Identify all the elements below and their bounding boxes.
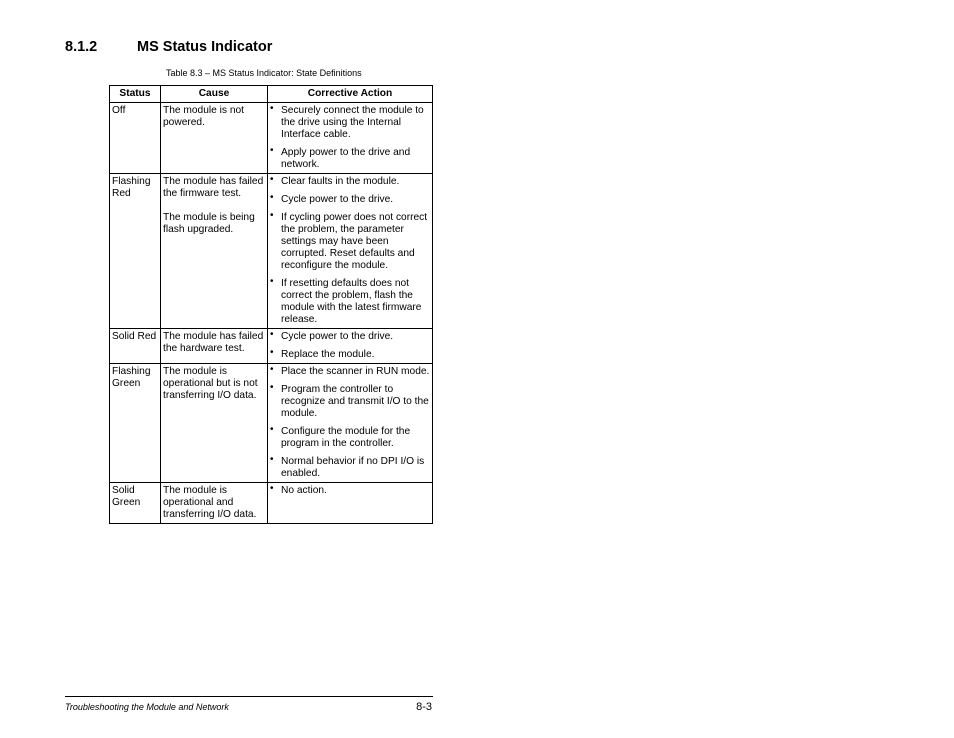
status-cell: Solid Red	[110, 329, 161, 364]
action-text: Cycle power to the drive.	[281, 331, 394, 342]
action-item	[270, 105, 430, 141]
bullet-icon: •	[270, 174, 274, 185]
action-item	[270, 366, 430, 378]
status-cell: Solid Green	[110, 483, 161, 524]
action-text: Place the scanner in RUN mode.	[281, 366, 430, 377]
corrective-action-cell	[268, 329, 433, 364]
bullet-icon: •	[270, 483, 274, 494]
bullet-icon: •	[270, 329, 274, 340]
section-title: MS Status Indicator	[137, 39, 273, 55]
table-caption: Table 8.3 – MS Status Indicator: State Definitions	[166, 68, 362, 78]
action-list	[270, 485, 430, 497]
footer-divider	[65, 696, 433, 697]
cause-cell	[161, 329, 268, 364]
action-item	[270, 384, 430, 420]
header-cause: Cause	[161, 86, 268, 103]
action-item	[270, 349, 430, 361]
state-definitions-table	[109, 85, 433, 524]
action-text: Replace the module.	[281, 349, 375, 360]
action-text: Clear faults in the module.	[281, 176, 400, 187]
action-item	[270, 278, 430, 326]
action-item	[270, 485, 430, 497]
table-row	[110, 174, 433, 329]
action-item	[270, 194, 430, 206]
action-text: Cycle power to the drive.	[281, 194, 394, 205]
action-text: Program the controller to recognize and transmit I/O to the module.	[281, 384, 429, 419]
cause-text: The module is not powered.	[163, 105, 244, 128]
action-item	[270, 426, 430, 450]
action-list	[270, 331, 430, 361]
bullet-icon: •	[270, 276, 274, 287]
corrective-action-cell	[268, 174, 433, 329]
action-list	[270, 176, 430, 326]
section-number: 8.1.2	[65, 39, 98, 55]
bullet-icon: •	[270, 145, 274, 156]
bullet-icon: •	[270, 382, 274, 393]
action-item	[270, 331, 430, 343]
cause-text: The module is operational but is not transferring I/O data.	[163, 366, 258, 401]
action-item	[270, 212, 430, 272]
bullet-icon: •	[270, 210, 274, 221]
action-list	[270, 105, 430, 171]
action-text: No action.	[281, 485, 327, 496]
cause-text: The module has failed the hardware test.	[163, 331, 264, 354]
status-cell: Flashing Green	[110, 364, 161, 483]
bullet-icon: •	[270, 347, 274, 358]
action-text: Securely connect the module to the drive using the Internal Interface cable.	[281, 105, 424, 140]
corrective-action-cell	[268, 103, 433, 174]
bullet-icon: •	[270, 454, 274, 465]
corrective-action-cell	[268, 483, 433, 524]
cause-cell	[161, 174, 268, 329]
cause-text: The module is operational and transferring I/O data.	[163, 485, 257, 520]
action-item	[270, 176, 430, 188]
header-status: Status	[110, 86, 161, 103]
cause-text: The module is being flash upgraded.	[163, 212, 255, 235]
cause-text: The module has failed the firmware test.	[163, 176, 264, 199]
table-row	[110, 364, 433, 483]
table-row	[110, 103, 433, 174]
status-cell: Off	[110, 103, 161, 174]
action-text: Configure the module for the program in the controller.	[281, 426, 411, 449]
bullet-icon: •	[270, 364, 274, 375]
action-text: Normal behavior if no DPI I/O is enabled.	[281, 456, 425, 479]
table-header-row	[110, 86, 433, 103]
footer-title: Troubleshooting the Module and Network	[65, 702, 229, 712]
action-list	[270, 366, 430, 480]
action-item	[270, 147, 430, 171]
table-row	[110, 483, 433, 524]
table-row	[110, 329, 433, 364]
cause-cell	[161, 103, 268, 174]
action-item	[270, 456, 430, 480]
section-heading	[65, 39, 272, 55]
bullet-icon: •	[270, 192, 274, 203]
action-text: If resetting defaults does not correct the problem, flash the module with the latest firmware release.	[281, 278, 422, 325]
cause-cell	[161, 364, 268, 483]
bullet-icon: •	[270, 424, 274, 435]
corrective-action-cell	[268, 364, 433, 483]
action-text: Apply power to the drive and network.	[281, 147, 411, 170]
page-number: 8-3	[416, 701, 432, 713]
action-text: If cycling power does not correct the problem, the parameter settings may have been corrupted. Reset defaults and reconfigure the module.	[281, 212, 428, 271]
cause-cell	[161, 483, 268, 524]
table-body	[110, 103, 433, 524]
header-corrective-action: Corrective Action	[268, 86, 433, 103]
bullet-icon: •	[270, 103, 274, 114]
status-cell: Flashing Red	[110, 174, 161, 329]
